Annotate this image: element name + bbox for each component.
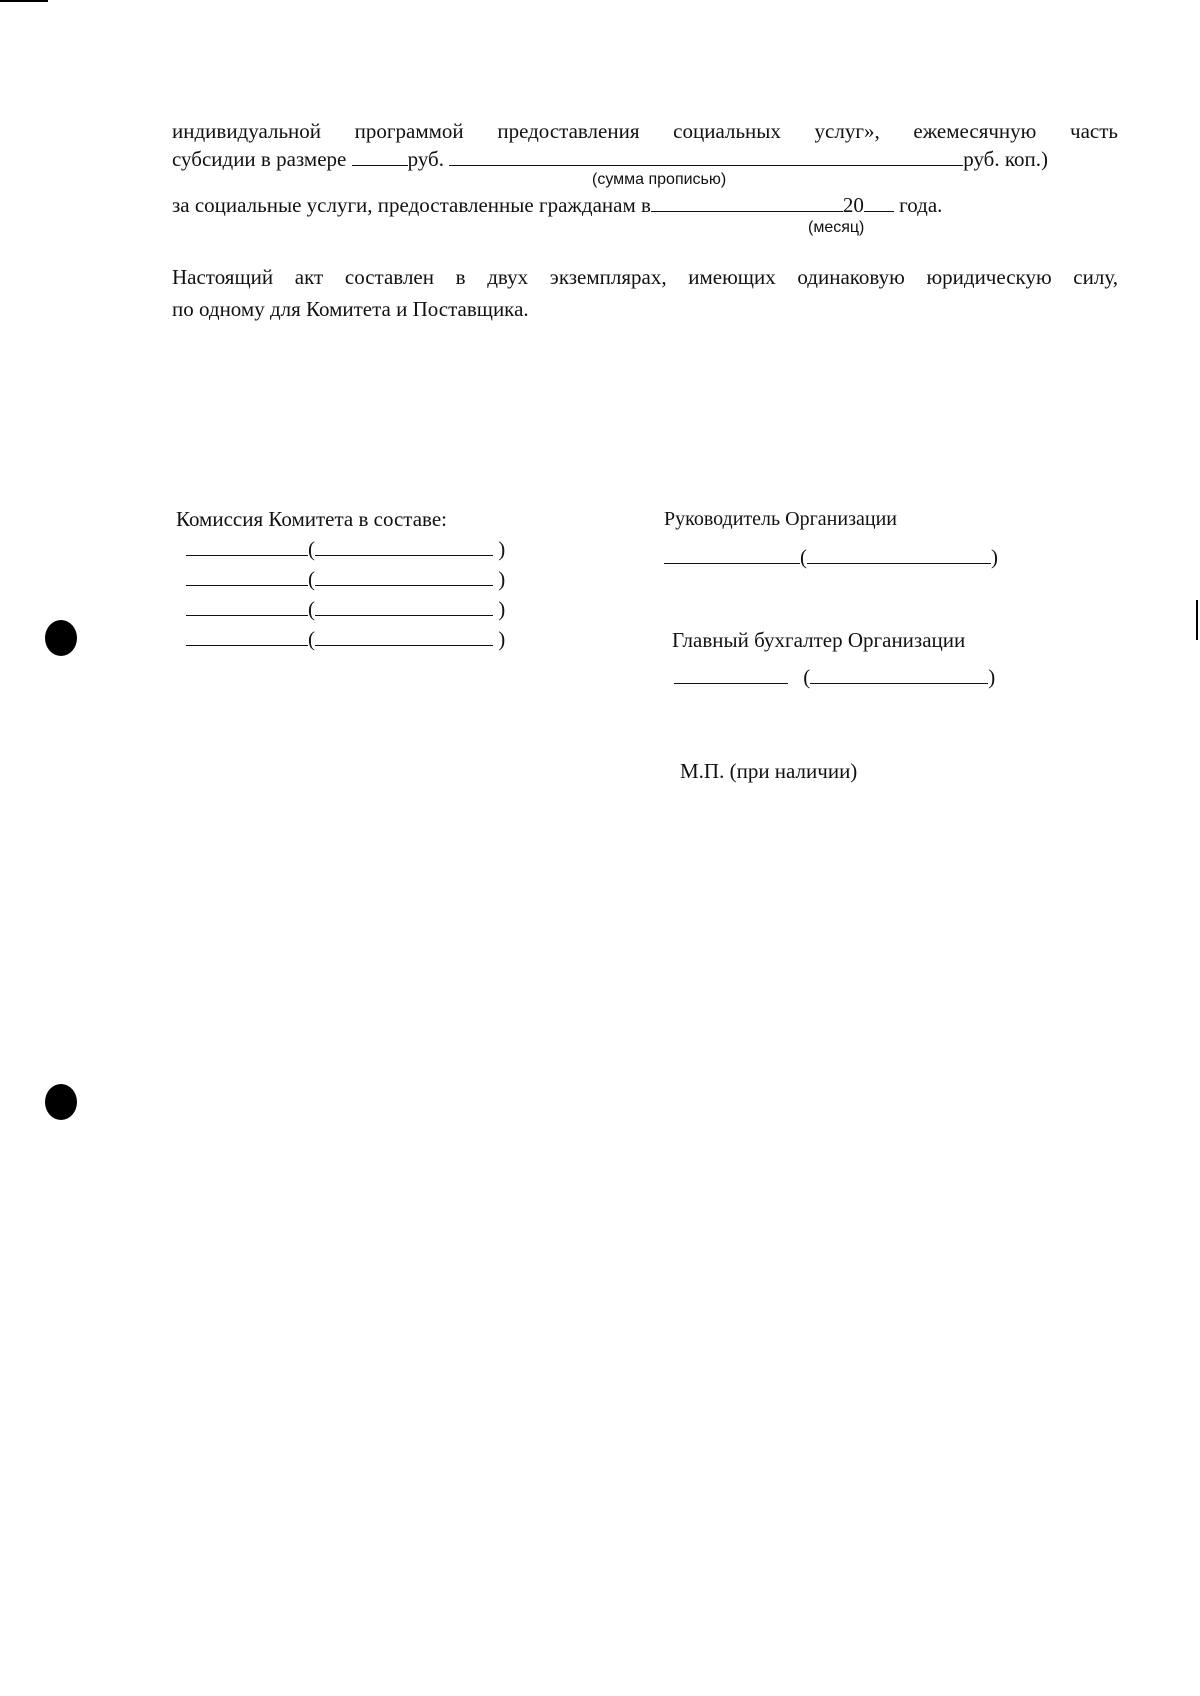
commission-name-blank-4[interactable] bbox=[315, 627, 493, 646]
subsidy-amount-blank[interactable] bbox=[352, 147, 408, 166]
commission-signature-row-4 bbox=[186, 626, 505, 652]
subsidy-label: субсидии в размере bbox=[172, 147, 347, 171]
head-signature-row bbox=[664, 544, 998, 570]
accountant-paren-open: ( bbox=[803, 665, 811, 689]
head-signature-blank[interactable] bbox=[664, 545, 800, 564]
commission-signature-blank-3[interactable] bbox=[186, 597, 308, 616]
head-paren-close: ) bbox=[991, 545, 998, 569]
sum-in-words-blank[interactable] bbox=[449, 147, 963, 166]
paragraph1-line3 bbox=[172, 192, 942, 218]
commission-paren-open-2: ( bbox=[308, 567, 315, 591]
services-label: за социальные услуги, предоставленные гражданам в bbox=[172, 193, 651, 217]
commission-signature-row-2 bbox=[186, 566, 505, 592]
sum-in-words-caption: (сумма прописью) bbox=[592, 171, 727, 188]
paragraph2-line1: Настоящий акт составлен в двух экземплярах, имеющих одинаковую юридическую силу, bbox=[172, 265, 1118, 289]
rub-label: руб. bbox=[407, 147, 444, 171]
commission-paren-open-1: ( bbox=[308, 537, 315, 561]
commission-paren-close-2: ) bbox=[498, 567, 506, 591]
commission-signature-row-3 bbox=[186, 596, 505, 622]
commission-title: Комиссия Комитета в составе: bbox=[176, 507, 448, 531]
paragraph2-line2: по одному для Комитета и Поставщика. bbox=[172, 297, 529, 321]
accountant-name-blank[interactable] bbox=[810, 665, 988, 684]
commission-signature-blank-1[interactable] bbox=[186, 537, 308, 556]
commission-paren-open-4: ( bbox=[308, 627, 315, 651]
scan-edge-mark-right bbox=[1196, 600, 1198, 640]
month-blank[interactable] bbox=[651, 193, 843, 212]
head-title: Руководитель Организации bbox=[664, 508, 897, 530]
commission-name-blank-1[interactable] bbox=[315, 537, 493, 556]
commission-signature-row-1 bbox=[186, 536, 505, 562]
head-paren-open: ( bbox=[800, 545, 807, 569]
commission-paren-open-3: ( bbox=[308, 597, 315, 621]
commission-name-blank-2[interactable] bbox=[315, 567, 493, 586]
paragraph1-line2 bbox=[172, 146, 1048, 172]
accountant-signature-blank[interactable] bbox=[674, 665, 788, 684]
punch-hole-upper bbox=[45, 620, 77, 656]
year-label: года. bbox=[899, 193, 943, 217]
accountant-title: Главный бухгалтер Организации bbox=[672, 628, 966, 652]
head-name-blank[interactable] bbox=[807, 545, 991, 564]
commission-signature-blank-2[interactable] bbox=[186, 567, 308, 586]
commission-paren-close-1: ) bbox=[498, 537, 506, 561]
stamp-place: М.П. (при наличии) bbox=[680, 759, 858, 783]
month-caption: (месяц) bbox=[808, 219, 865, 236]
commission-name-blank-3[interactable] bbox=[315, 597, 493, 616]
punch-hole-lower bbox=[45, 1084, 77, 1120]
accountant-paren-close: ) bbox=[988, 665, 996, 689]
commission-signature-blank-4[interactable] bbox=[186, 627, 308, 646]
scan-edge-mark-top bbox=[0, 0, 48, 2]
commission-paren-close-3: ) bbox=[498, 597, 506, 621]
commission-paren-close-4: ) bbox=[498, 627, 506, 651]
accountant-signature-row bbox=[674, 664, 995, 690]
rub-kop-label: руб. коп.) bbox=[963, 147, 1048, 171]
year-blank[interactable] bbox=[864, 193, 894, 212]
paragraph1-line1: индивидуальной программой предоставления социальных услуг», ежемесячную часть bbox=[172, 119, 1118, 143]
year-prefix: 20 bbox=[842, 193, 864, 217]
